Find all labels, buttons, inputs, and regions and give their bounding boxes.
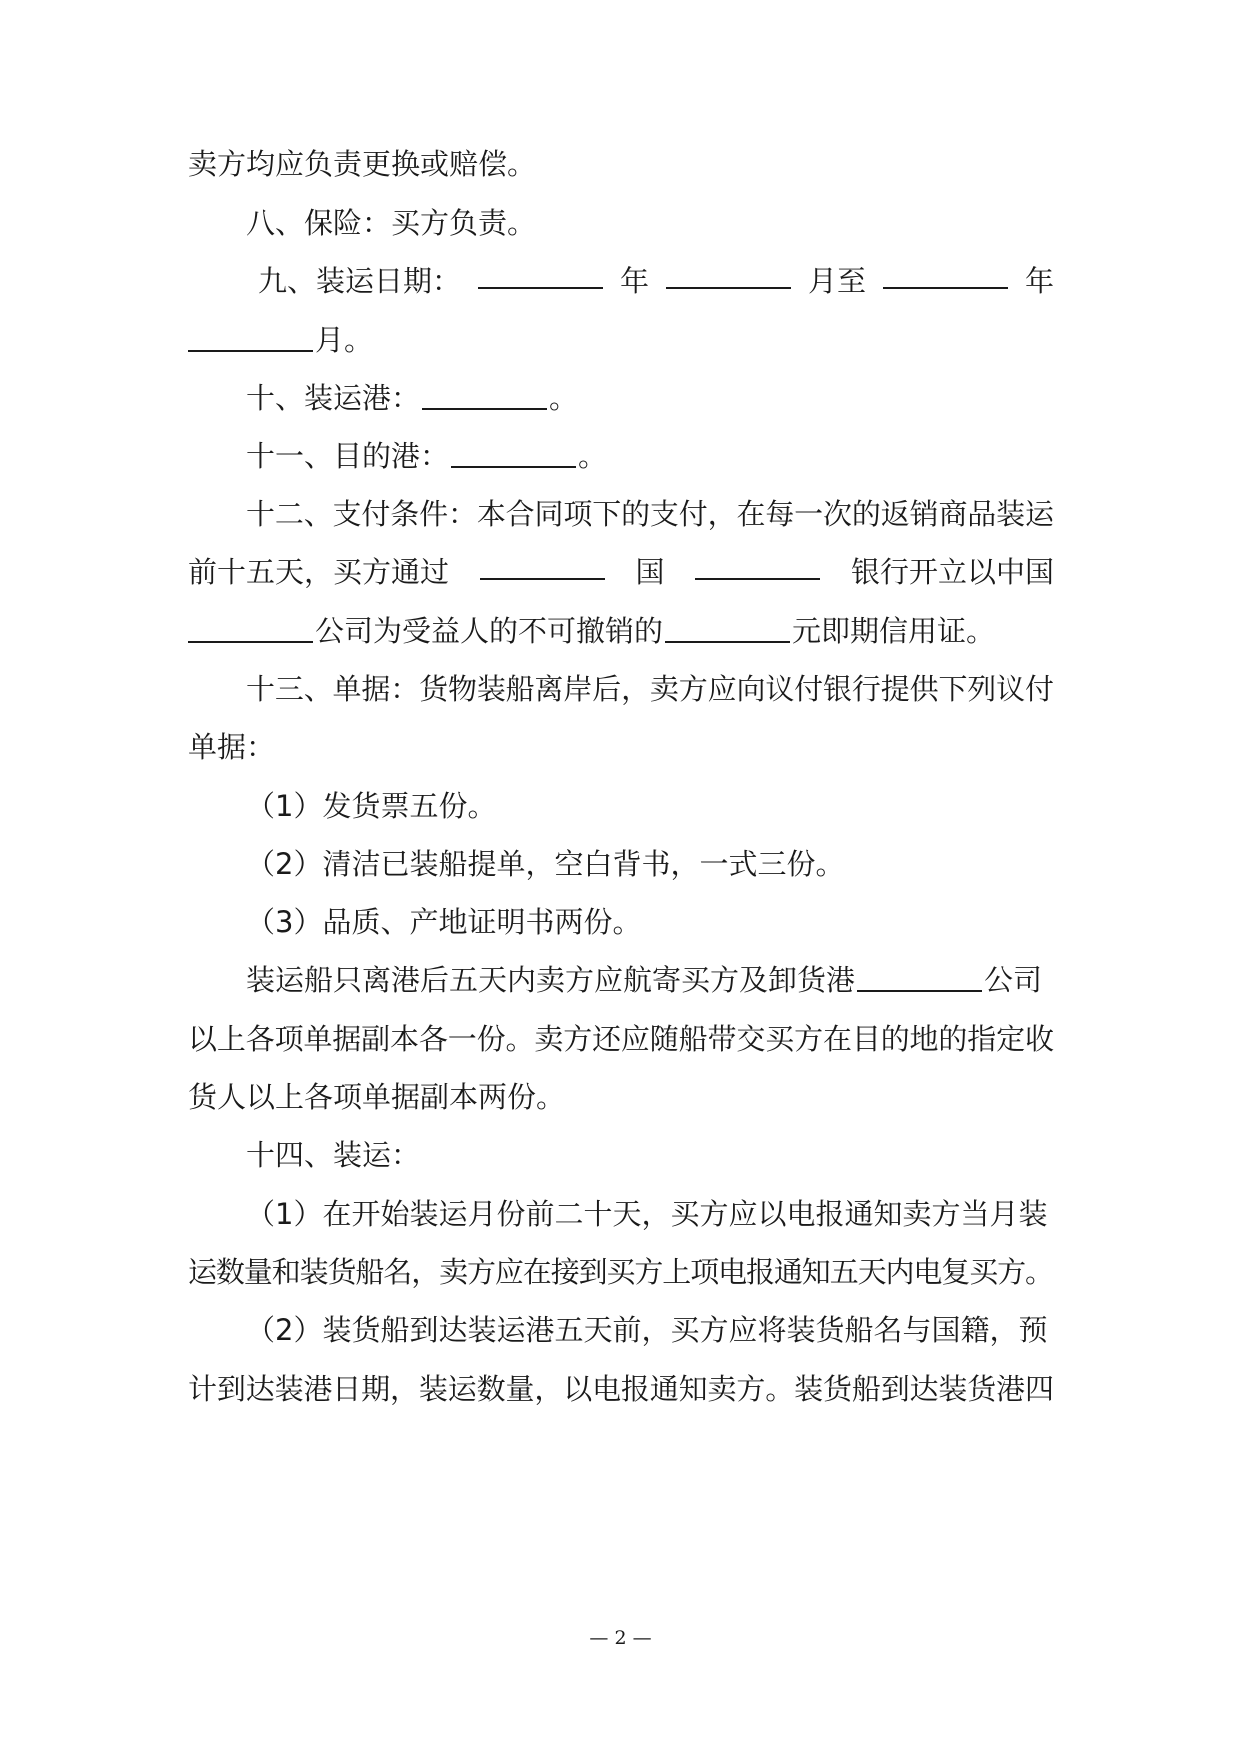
text-line: 十四、装运： xyxy=(246,1138,421,1172)
blank-field xyxy=(883,261,1008,289)
text-line: （1）在开始装运月份前二十天，买方应以电报通知卖方当月装 xyxy=(246,1197,1048,1231)
page-number: — 2 — xyxy=(589,1627,652,1649)
blank-field xyxy=(422,382,547,410)
blank-field xyxy=(695,552,820,580)
text-line-loading-port: 十、装运港： 。 xyxy=(246,381,579,415)
text-line: 月。 xyxy=(188,320,1054,360)
blank-field xyxy=(451,440,576,468)
text-line-payment: 前十五天，买方通过 国 银行开立以中国 xyxy=(188,552,1054,592)
text-line: 八、保险：买方负责。 xyxy=(246,206,537,240)
text-line: 十三、单据：货物装船离岸后，卖方应向议付银行提供下列议付 xyxy=(246,672,1054,706)
text-line-destination-port: 十一、目的港： 。 xyxy=(246,439,608,473)
text-line: （3）品质、产地证明书两份。 xyxy=(246,905,642,939)
blank-field xyxy=(480,552,605,580)
text-line: （1）发货票五份。 xyxy=(246,789,497,823)
blank-field xyxy=(857,964,982,992)
label-shipping-date: 九、装运日期： xyxy=(258,264,462,298)
blank-field xyxy=(188,324,313,352)
text-line: 以上各项单据副本各一份。卖方还应随船带交买方在目的地的指定收 xyxy=(188,1022,1054,1056)
blank-field xyxy=(188,615,313,643)
text-line: 单据： xyxy=(188,730,276,764)
text-line: 卖方均应负责更换或赔偿。 xyxy=(188,147,537,181)
text-line: （2）清洁已装船提单，空白背书，一式三份。 xyxy=(246,847,845,881)
text-line: 十二、支付条件：本合同项下的支付，在每一次的返销商品装运 xyxy=(246,497,1054,531)
text-line: 运数量和装货船名，卖方应在接到买方上项电报通知五天内电复买方。 xyxy=(188,1255,1053,1289)
text-line-shipping-date: 九、装运日期： 年 月至 年 xyxy=(258,261,1054,301)
text-line: 货人以上各项单据副本两份。 xyxy=(188,1080,566,1114)
blank-field xyxy=(665,615,790,643)
blank-field xyxy=(478,261,603,289)
text-line: （2）装货船到达装运港五天前，买方应将装货船名与国籍，预 xyxy=(246,1313,1048,1347)
text-line-documents-mail: 装运船只离港后五天内卖方应航寄买方及卸货港 公司 xyxy=(246,963,1043,997)
text-line-letter-of-credit: 公司为受益人的不可撤销的 元即期信用证。 xyxy=(188,611,1054,651)
text-line: 计到达装港日期，装运数量，以电报通知卖方。装货船到达装货港四 xyxy=(188,1372,1054,1406)
blank-field xyxy=(666,261,791,289)
